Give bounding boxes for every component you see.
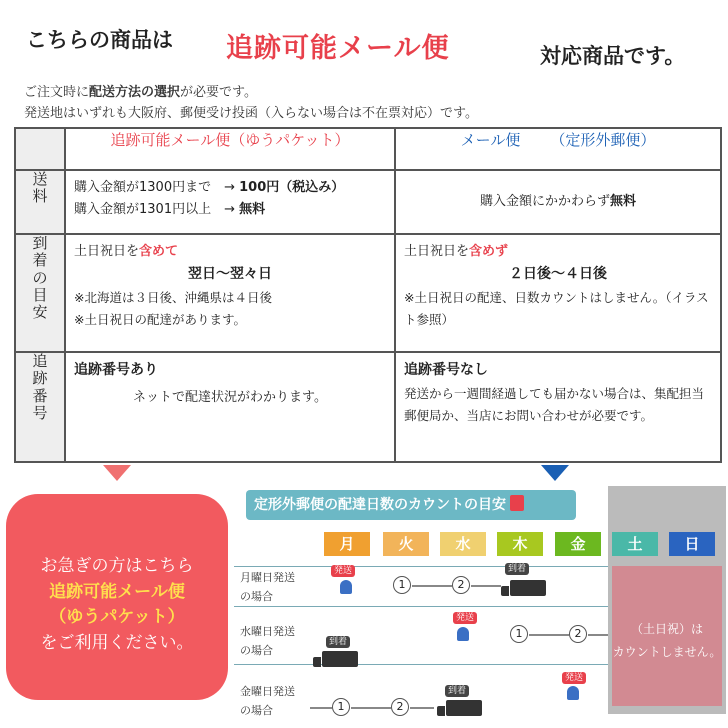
- arrival-emphasis: 含めて: [139, 244, 179, 259]
- row-label-char: 跡: [32, 369, 48, 388]
- step-2: 2: [452, 576, 470, 594]
- lane-label-text: の場合: [240, 704, 273, 718]
- table-row-fee: [15, 170, 721, 234]
- connector-line: [412, 585, 452, 587]
- row-label-char: 到: [32, 234, 48, 252]
- lane-divider: [234, 664, 608, 665]
- lane-label-text: の場合: [240, 590, 273, 604]
- row-label-tracking: [15, 352, 65, 462]
- row-label-char: 目: [32, 285, 48, 304]
- fee-text: 購入金額が1300円まで →: [74, 180, 240, 195]
- step-1: 1: [332, 698, 350, 716]
- row-label-char: 番: [32, 386, 48, 405]
- truck-icon: [446, 700, 482, 716]
- row-label-char: 着: [32, 251, 48, 270]
- arrival-text: 土日祝日を: [74, 244, 140, 259]
- col-header-mail-b: （定形外郵便）: [550, 131, 656, 149]
- arrival-emphasis: 含めず: [469, 244, 509, 259]
- lane-label-text: 水曜日発送: [240, 625, 295, 638]
- tracking-mail: [395, 352, 721, 462]
- row-label-char: の: [32, 268, 48, 287]
- tag-send: 発送: [453, 612, 477, 624]
- day-chip: 火: [383, 532, 429, 556]
- weekend-note-text: （土日祝）は: [630, 622, 703, 636]
- fee-text: 購入金額にかかわらず: [479, 193, 610, 209]
- lane-label-text: の場合: [240, 644, 273, 658]
- step-2: 2: [391, 698, 409, 716]
- arrival-note: ※北海道は３日後、沖縄県は４日後: [74, 289, 272, 305]
- connector-line: [471, 585, 501, 587]
- truck-icon: [322, 651, 358, 667]
- step-1: 1: [510, 625, 528, 643]
- arrival-days: ２日後〜４日後: [509, 266, 607, 283]
- tag-send: 発送: [331, 565, 355, 577]
- connector-line: [351, 707, 391, 709]
- tag-arrive: 到着: [326, 636, 350, 648]
- row-label-char: 送: [32, 170, 48, 188]
- tag-arrive: 到着: [505, 563, 529, 575]
- arrival-note: ※土日祝日の配達があります。: [74, 311, 246, 327]
- day-chip: 土: [612, 532, 658, 556]
- lane-label-monday: [240, 568, 295, 607]
- lane-label-text: 月曜日発送: [240, 571, 295, 584]
- intro-text: が必要です。: [180, 85, 257, 100]
- step-1: 1: [393, 576, 411, 594]
- arrow-down-blue-icon: [541, 465, 569, 481]
- step-2: 2: [569, 625, 587, 643]
- lane-label-text: 金曜日発送: [240, 685, 295, 698]
- row-label-fee: [15, 170, 65, 234]
- day-chip: 日: [669, 532, 715, 556]
- table-row-tracking: [15, 352, 721, 462]
- arrival-days: 翌日〜翌々日: [188, 266, 272, 283]
- fee-value: 無料: [239, 202, 266, 218]
- intro-emphasis: 配送方法の選択: [89, 85, 181, 100]
- postman-icon: [340, 580, 352, 594]
- cta-box: [6, 494, 228, 700]
- arrival-note: ※土日祝日の配達、日数カウントはしません。（イラスト参照）: [404, 289, 709, 327]
- col-header-mail-a: メール便: [460, 131, 521, 149]
- fee-value: 100円（税込み）: [239, 180, 345, 195]
- cta-line: お急ぎの方はこちら: [40, 556, 194, 576]
- tracking-body: 発送から一週間経過しても届かない場合は、集配担当郵便局か、当店にお問い合わせが必要です。: [404, 385, 705, 423]
- fee-yupacket: [65, 170, 395, 234]
- day-chip: 木: [497, 532, 543, 556]
- table-header-row: [15, 128, 721, 170]
- lane-label-wednesday: [240, 622, 295, 661]
- intro-line-1: [24, 81, 257, 100]
- row-label-char: 安: [32, 303, 48, 321]
- connector-line: [529, 634, 569, 636]
- postbox-icon: [510, 495, 524, 511]
- tracking-title: 追跡番号なし: [404, 362, 488, 378]
- weekend-note: [612, 566, 722, 706]
- table-row-arrival: [15, 234, 721, 352]
- fee-text: 購入金額が1301円以上 →: [74, 202, 240, 218]
- table-corner: [15, 128, 65, 170]
- postman-icon: [457, 627, 469, 641]
- tracking-yupacket: [65, 352, 395, 462]
- row-label-arrival: [15, 234, 65, 352]
- day-chip: 水: [440, 532, 486, 556]
- cta-highlight: 追跡可能メール便: [49, 581, 185, 602]
- connector-line: [310, 707, 332, 709]
- tag-send: 発送: [562, 672, 586, 684]
- banner-text: 定形外郵便の配達日数のカウントの目安: [254, 497, 506, 513]
- header-prefix: こちらの商品は: [26, 28, 173, 52]
- intro-text: ご注文時に: [24, 85, 90, 100]
- lane-label-friday: [240, 682, 295, 721]
- tag-arrive: 到着: [445, 685, 469, 697]
- fee-mail: [395, 170, 721, 234]
- connector-line: [588, 634, 608, 636]
- arrow-down-red-icon: [103, 465, 131, 481]
- row-label-char: 料: [32, 187, 48, 206]
- row-label-char: 号: [32, 403, 48, 422]
- comparison-table: [14, 127, 722, 463]
- day-chip: 金: [555, 532, 601, 556]
- tracking-body: ネットで配達状況がわかります。: [133, 389, 327, 405]
- arrival-mail: [395, 234, 721, 352]
- col-header-yupacket: 追跡可能メール便（ゆうパケット）: [65, 128, 395, 170]
- tracking-title: 追跡番号あり: [74, 362, 158, 378]
- lane-divider: [234, 566, 608, 567]
- row-label-char: 追: [32, 352, 48, 370]
- cta-highlight: （ゆうパケット）: [49, 607, 185, 627]
- fee-value: 無料: [610, 193, 637, 209]
- illustration-banner: [246, 490, 576, 520]
- weekend-note-text: カウントしません。: [612, 644, 722, 659]
- intro-line-2: 発送地はいずれも大阪府、郵便受け投函（入らない場合は不在票対応）です。: [24, 106, 478, 121]
- cta-line: をご利用ください。: [40, 632, 194, 653]
- col-header-mail: [395, 128, 721, 170]
- arrival-text: 土日祝日を: [404, 244, 470, 259]
- day-chip: 月: [324, 532, 370, 556]
- arrival-yupacket: [65, 234, 395, 352]
- header-highlight: 追跡可能メール便: [226, 33, 450, 64]
- truck-icon: [510, 580, 546, 596]
- connector-line: [410, 707, 434, 709]
- postman-icon: [567, 686, 579, 700]
- header-suffix: 対応商品です。: [540, 44, 686, 68]
